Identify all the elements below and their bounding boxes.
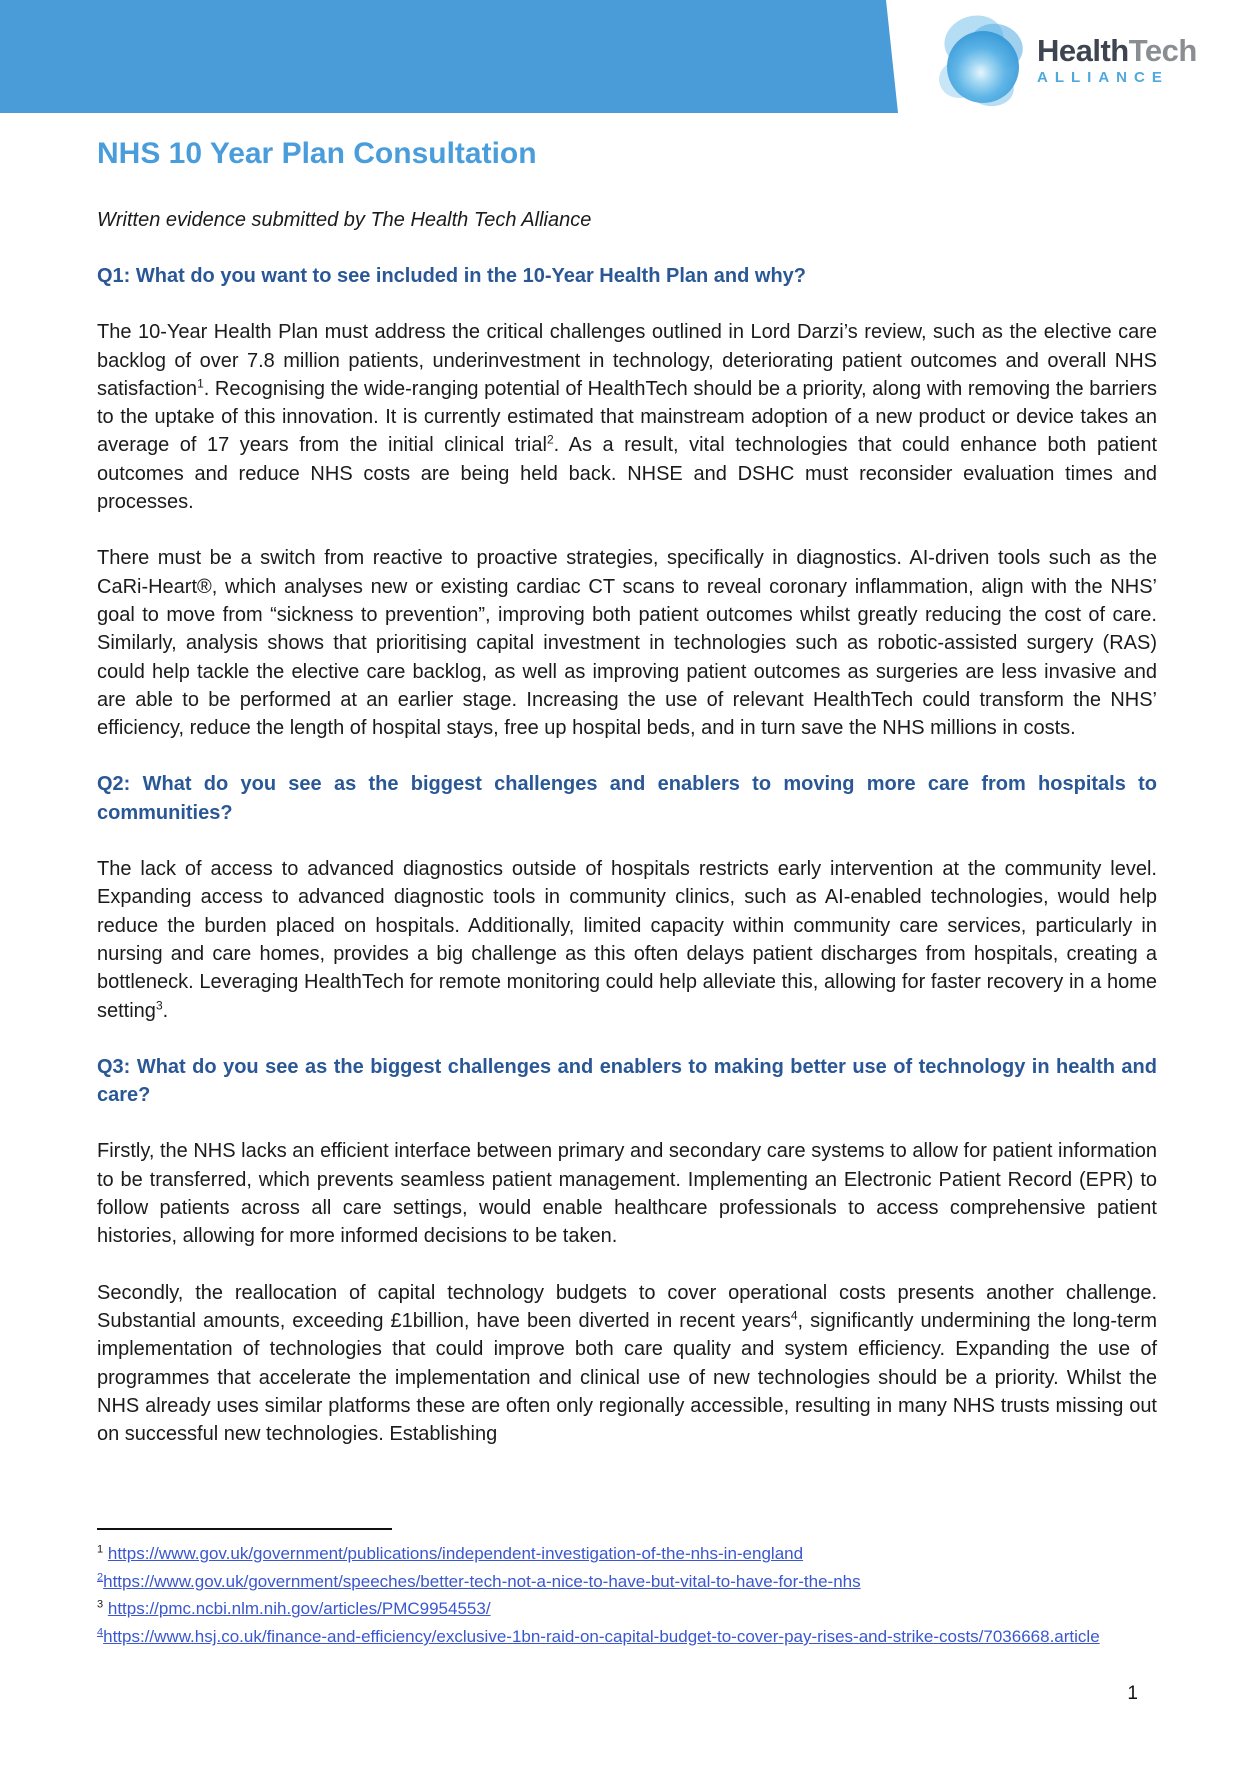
footnote-reference: 1 — [197, 376, 204, 391]
footnote-marker: 4 — [97, 1626, 104, 1639]
question-heading-q1: Q1: What do you want to see included in the 10-Year Health Plan and why? — [97, 265, 807, 287]
paragraph-q2-1: The lack of access to advanced diagnostics outside of hospitals restricts early intervention at the community level. Expanding access to advanced diagnostic tools in community clinics, such as AI-enabled technologies, would help reduce the burden placed on hospitals. Additionally, limited capacity within community care services, particularly in nursing and care homes, provides a big challenge as this often delays patient discharges from hospitals, creating a bottleneck. Leveraging HealthTech for remote monitoring could help alleviate this, allowing for faster recovery in a home setting$^3$. — [97, 858, 1157, 1022]
footnote — [97, 1595, 1157, 1623]
document-subtitle: Written evidence submitted by The Health Tech Alliance — [97, 209, 592, 231]
paragraph-q1-2: There must be a switch from reactive to proactive strategies, specifically in diagnostics. AI-driven tools such as the CaRi-Heart®, which analyses new or existing cardiac CT scans to reveal coronary inflammation, align with the NHS’ goal to move from “sickness to prevention”, improving both patient outcomes whilst greatly reducing the cost of care. Similarly, analysis shows that prioritising capital investment in technologies such as robotic-assisted surgery (RAS) could help tackle the elective care backlog, as well as improving patient outcomes as surgeries are less invasive and are able to be performed at an earlier stage. Increasing the use of relevant HealthTech could transform the NHS’ efficiency, reduce the length of hospital stays, free up hospital beds, and in turn save the NHS millions in costs. — [97, 547, 1157, 740]
footnote-link[interactable]: https://www.gov.uk/government/speeches/better-tech-not-a-nice-to-have-but-vital-to-have-for-the-nhs — [103, 1571, 861, 1591]
footnote-link[interactable]: https://www.gov.uk/government/publications/independent-investigation-of-the-nhs-in-england — [107, 1544, 804, 1563]
footnote — [97, 1623, 1157, 1651]
brand-alliance-label: ALLIANCE — [1037, 69, 1169, 86]
footnote-marker: 3 — [97, 1598, 104, 1611]
paragraph-q1-1: The 10-Year Health Plan must address the critical challenges outlined in Lord Darzi’s review, such as the elective care backlog of over 7.8 million patients, underinvestment in technology, deteriorating patient outcomes and overall NHS satisfaction$^1$. Recognising the wide-ranging potential of HealthTech should be a priority, along with removing the barriers to the uptake of this innovation. It is currently estimated that mainstream adoption of a new product or device takes an average of 17 years from the initial clinical trial$^2$. As a result, vital technologies that could enhance both patient outcomes and reduce NHS costs are being held back. NHSE and DSHC must reconsider evaluation times and processes. — [97, 321, 1158, 514]
footnote-list — [97, 1540, 1157, 1651]
brand-name-tech: Tech — [1128, 33, 1197, 68]
paragraph-q3-1: Firstly, the NHS lacks an efficient interface between primary and secondary care systems to allow for patient information to be transferred, which prevents seamless patient management. Implementing an Electronic Patient Record (EPR) to follow patients across all care settings, would enable healthcare professionals to access comprehensive patient histories, allowing for more informed decisions to be taken. — [97, 1140, 1157, 1248]
footnote-link[interactable]: https://www.hsj.co.uk/finance-and-efficiency/exclusive-1bn-raid-on-capital-budget-to-cover-pay-rises-and-strike-costs/7036668.article — [103, 1627, 1100, 1647]
question-heading-q3: Q3: What do you see as the biggest challenges and enablers to making better use of technology in health and care? — [97, 1055, 1157, 1107]
paragraph-q3-2: Secondly, the reallocation of capital technology budgets to cover operational costs presents another challenge. Substantial amounts, exceeding £1billion, have been diverted in recent years$^4$, significantly undermining the long-term implementation of technologies that could improve both care quality and system efficiency. Expanding the use of programmes that accelerate the implementation and clinical use of new technologies should be a priority. Whilst the NHS already uses similar platforms these are often only regionally accessible, resulting in many NHS trusts missing out on successful new technologies. Establishing — [97, 1281, 1157, 1446]
footnote-link[interactable]: https://pmc.ncbi.nlm.nih.gov/articles/PMC9954553/ — [107, 1599, 491, 1619]
footnote — [97, 1540, 1157, 1568]
page-number: 1 — [1127, 1683, 1138, 1704]
footnotes-section — [97, 1528, 1157, 1651]
page-title: NHS 10 Year Plan Consultation — [97, 137, 537, 170]
footnote — [97, 1568, 1157, 1596]
footnote-reference: 3 — [155, 997, 163, 1012]
footnote-marker: 2 — [97, 1571, 104, 1584]
footnote-marker: 1 — [97, 1543, 104, 1556]
brand-name-health: Health — [1037, 33, 1129, 68]
question-heading-q2: Q2: What do you see as the biggest challenges and enablers to moving more care from hospitals to communities? — [97, 773, 1157, 824]
footnote-reference: 4 — [790, 1308, 798, 1323]
footnote-separator-line — [97, 1528, 392, 1530]
footnote-reference: 2 — [546, 432, 554, 447]
document-content — [97, 0, 1157, 1448]
body-sections — [97, 262, 1157, 1448]
